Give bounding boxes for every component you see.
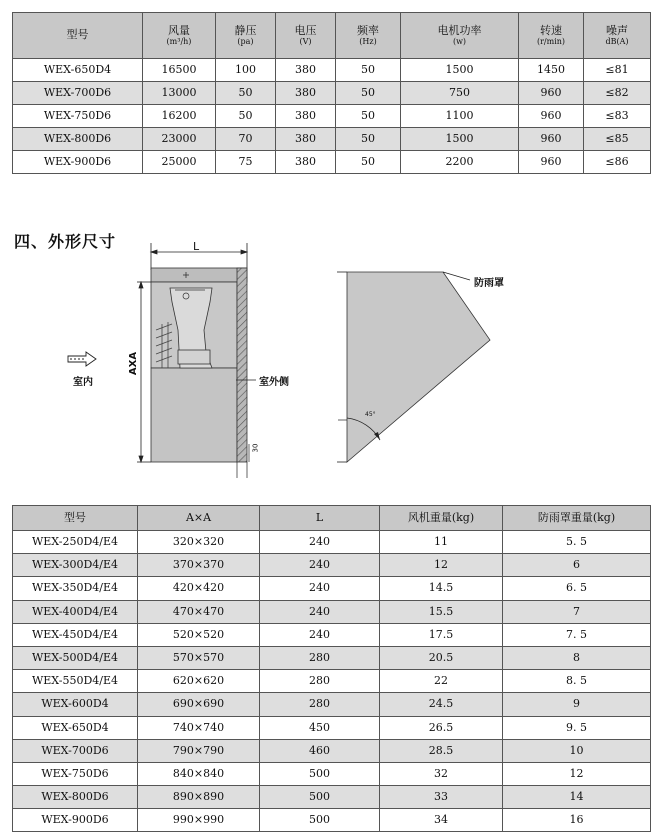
cell-speed: 960 (519, 128, 584, 151)
cell-l: 500 (260, 762, 380, 785)
cell-model: WEX-750D6 (13, 105, 143, 128)
cell-axa: 520×520 (138, 623, 260, 646)
label-indoor: 室内 (73, 377, 93, 388)
cell-frequency: 50 (336, 105, 401, 128)
cell-airflow: 16500 (143, 59, 216, 82)
cell-noise: ≤82 (584, 82, 651, 105)
header-model: 型号 (13, 506, 138, 531)
cell-model: WEX-750D6 (13, 762, 138, 785)
cell-fan-weight: 32 (380, 762, 503, 785)
header-axa: A×A (138, 506, 260, 531)
cell-model: WEX-350D4/E4 (13, 577, 138, 600)
cell-voltage: 380 (276, 128, 336, 151)
cell-noise: ≤85 (584, 128, 651, 151)
cell-voltage: 380 (276, 59, 336, 82)
header-voltage: 电压 (V) (276, 13, 336, 59)
cell-axa: 740×740 (138, 716, 260, 739)
cell-l: 240 (260, 554, 380, 577)
cell-fan-weight: 12 (380, 554, 503, 577)
cell-static-pressure: 50 (216, 105, 276, 128)
cell-axa: 790×790 (138, 739, 260, 762)
rain-cover-view (337, 272, 490, 462)
cell-static-pressure: 75 (216, 151, 276, 174)
cell-speed: 1450 (519, 59, 584, 82)
cell-cover-weight: 8. 5 (503, 670, 651, 693)
header-noise: 噪声 dB(A) (584, 13, 651, 59)
cell-frequency: 50 (336, 151, 401, 174)
table-row (13, 554, 651, 577)
cell-axa: 420×420 (138, 577, 260, 600)
cell-axa: 320×320 (138, 531, 260, 554)
cell-cover-weight: 9. 5 (503, 716, 651, 739)
table-row (13, 716, 651, 739)
table-row (13, 623, 651, 646)
label-rain-cover: 防雨罩 (474, 278, 504, 289)
dimension-table-header-row (13, 506, 651, 531)
cell-axa: 570×570 (138, 646, 260, 669)
header-frequency: 频率 (Hz) (336, 13, 401, 59)
cell-cover-weight: 10 (503, 739, 651, 762)
cell-fan-weight: 15.5 (380, 600, 503, 623)
cell-fan-weight: 34 (380, 809, 503, 832)
cell-fan-weight: 28.5 (380, 739, 503, 762)
table-row (13, 786, 651, 809)
cell-l: 240 (260, 600, 380, 623)
cell-axa: 840×840 (138, 762, 260, 785)
cell-model: WEX-700D6 (13, 739, 138, 762)
cell-cover-weight: 14 (503, 786, 651, 809)
cell-axa: 890×890 (138, 786, 260, 809)
table-row (13, 531, 651, 554)
header-motor-power: 电机功率 (w) (401, 13, 519, 59)
cell-fan-weight: 26.5 (380, 716, 503, 739)
header-static-pressure: 静压 (pa) (216, 13, 276, 59)
cell-model: WEX-650D4 (13, 59, 143, 82)
cell-motor-power: 1500 (401, 128, 519, 151)
cell-frequency: 50 (336, 82, 401, 105)
cell-speed: 960 (519, 82, 584, 105)
label-l: L (193, 240, 200, 253)
table-row (13, 693, 651, 716)
section-title: 四、外形尺寸 (14, 232, 117, 251)
cell-static-pressure: 70 (216, 128, 276, 151)
cell-model: WEX-500D4/E4 (13, 646, 138, 669)
cell-fan-weight: 33 (380, 786, 503, 809)
label-30: 30 (251, 443, 260, 453)
table-row (13, 670, 651, 693)
cell-voltage: 380 (276, 82, 336, 105)
cell-motor-power: 2200 (401, 151, 519, 174)
cell-model: WEX-600D4 (13, 693, 138, 716)
cell-model: WEX-300D4/E4 (13, 554, 138, 577)
cell-l: 240 (260, 577, 380, 600)
cell-model: WEX-450D4/E4 (13, 623, 138, 646)
cell-frequency: 50 (336, 128, 401, 151)
cell-cover-weight: 6 (503, 554, 651, 577)
label-outdoor: 室外侧 (259, 377, 289, 388)
airflow-arrow-icon (68, 352, 96, 366)
cell-model: WEX-800D6 (13, 128, 143, 151)
cell-fan-weight: 20.5 (380, 646, 503, 669)
cell-axa: 620×620 (138, 670, 260, 693)
cell-l: 280 (260, 693, 380, 716)
header-l: L (260, 506, 380, 531)
cell-axa: 990×990 (138, 809, 260, 832)
cell-motor-power: 750 (401, 82, 519, 105)
cell-model: WEX-250D4/E4 (13, 531, 138, 554)
cell-l: 500 (260, 809, 380, 832)
cell-airflow: 16200 (143, 105, 216, 128)
cell-fan-weight: 24.5 (380, 693, 503, 716)
cell-l: 240 (260, 531, 380, 554)
table-row (13, 600, 651, 623)
cell-noise: ≤86 (584, 151, 651, 174)
cell-cover-weight: 9 (503, 693, 651, 716)
header-model: 型号 (13, 13, 143, 59)
cell-airflow: 13000 (143, 82, 216, 105)
cell-noise: ≤81 (584, 59, 651, 82)
cell-voltage: 380 (276, 105, 336, 128)
table-row (13, 762, 651, 785)
cell-model: WEX-400D4/E4 (13, 600, 138, 623)
cell-motor-power: 1100 (401, 105, 519, 128)
header-cover-weight: 防雨罩重量(kg) (503, 506, 651, 531)
fan-side-view (151, 268, 247, 462)
cell-l: 460 (260, 739, 380, 762)
cell-l: 500 (260, 786, 380, 809)
cell-motor-power: 1500 (401, 59, 519, 82)
cell-speed: 960 (519, 105, 584, 128)
cell-static-pressure: 50 (216, 82, 276, 105)
header-speed: 转速 (r/min) (519, 13, 584, 59)
cell-fan-weight: 11 (380, 531, 503, 554)
cell-axa: 370×370 (138, 554, 260, 577)
table-row (13, 739, 651, 762)
header-fan-weight: 风机重量(kg) (380, 506, 503, 531)
cell-l: 450 (260, 716, 380, 739)
cell-airflow: 23000 (143, 128, 216, 151)
dimension-table (12, 505, 651, 832)
cell-static-pressure: 100 (216, 59, 276, 82)
cell-airflow: 25000 (143, 151, 216, 174)
cell-fan-weight: 17.5 (380, 623, 503, 646)
cell-model: WEX-900D6 (13, 809, 138, 832)
cell-model: WEX-700D6 (13, 82, 143, 105)
cell-fan-weight: 22 (380, 670, 503, 693)
cell-cover-weight: 16 (503, 809, 651, 832)
cell-fan-weight: 14.5 (380, 577, 503, 600)
cell-noise: ≤83 (584, 105, 651, 128)
cell-frequency: 50 (336, 59, 401, 82)
cell-speed: 960 (519, 151, 584, 174)
header-airflow: 风量 (m³/h) (143, 13, 216, 59)
label-axa: AXA (128, 351, 140, 376)
cell-model: WEX-800D6 (13, 786, 138, 809)
table-row (13, 577, 651, 600)
cell-cover-weight: 6. 5 (503, 577, 651, 600)
cell-cover-weight: 12 (503, 762, 651, 785)
cell-model: WEX-900D6 (13, 151, 143, 174)
cell-axa: 690×690 (138, 693, 260, 716)
cell-cover-weight: 5. 5 (503, 531, 651, 554)
table-row (13, 809, 651, 832)
cell-cover-weight: 7 (503, 600, 651, 623)
cell-model: WEX-650D4 (13, 716, 138, 739)
label-angle: 45° (365, 411, 376, 418)
cell-voltage: 380 (276, 151, 336, 174)
table-row (13, 646, 651, 669)
cell-l: 280 (260, 670, 380, 693)
cell-model: WEX-550D4/E4 (13, 670, 138, 693)
cell-l: 280 (260, 646, 380, 669)
cell-axa: 470×470 (138, 600, 260, 623)
cell-cover-weight: 8 (503, 646, 651, 669)
cell-cover-weight: 7. 5 (503, 623, 651, 646)
cell-l: 240 (260, 623, 380, 646)
